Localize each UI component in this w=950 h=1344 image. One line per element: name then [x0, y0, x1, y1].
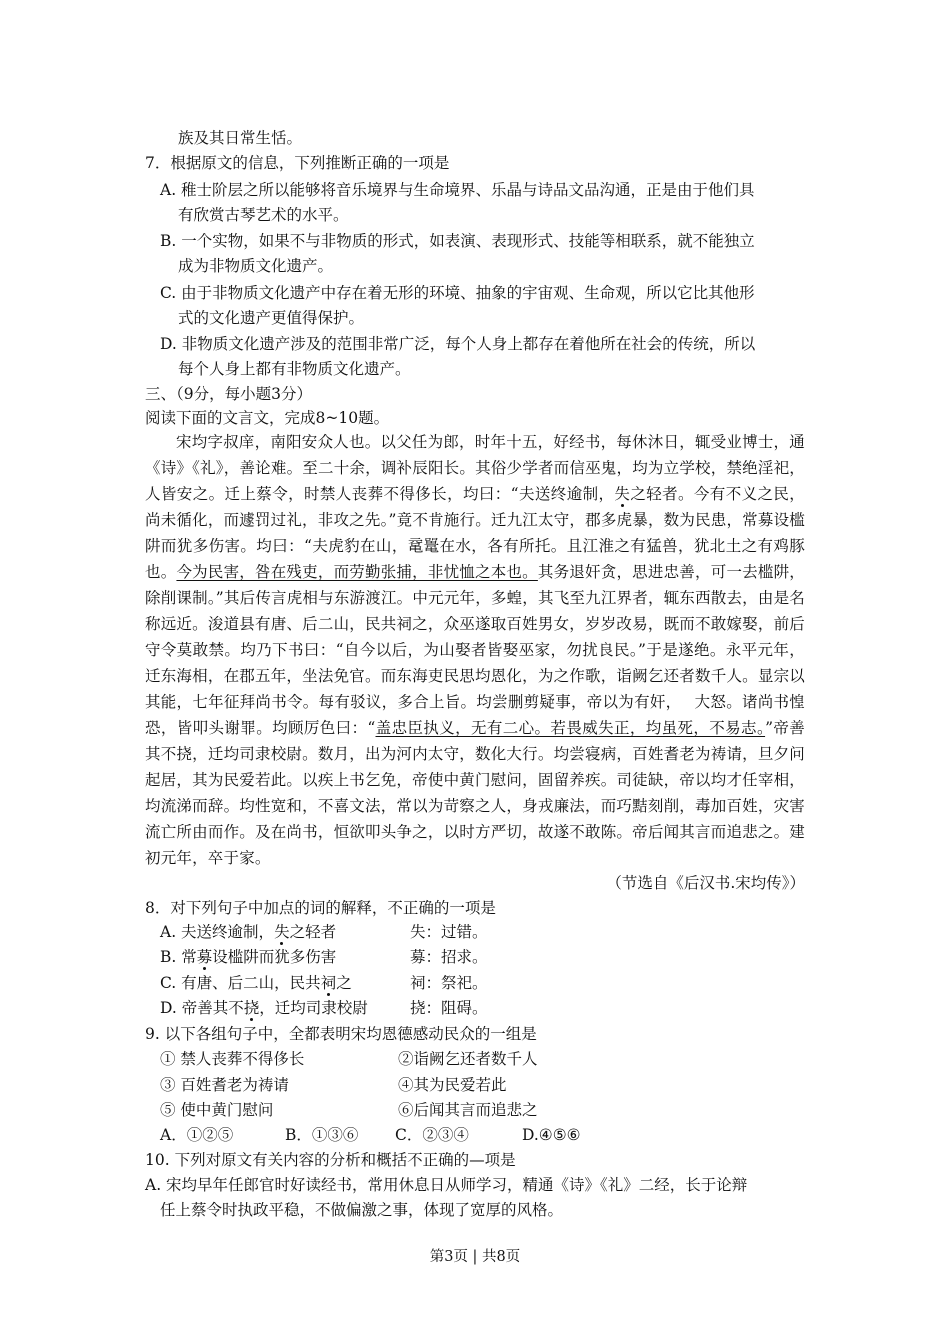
section-instruction: 阅读下面的文言文，完成8~10题。 [145, 409, 390, 427]
q8-b-dotted: 募 [196, 948, 213, 966]
q10-option-a-line2: 任上蔡令时执政平稳，不做偏激之事，体现了宽厚的风格。 [160, 1201, 564, 1219]
q10-option-a-line1: A. 宋均早年任郎官时好读经书，常用休息日从师学习，精通《诗》《礼》二经，长于论辩 [145, 1176, 748, 1194]
q7-option-a-line1: A. 稚士阶层之所以能够将音乐境界与生命境界、乐晶与诗品文品沟通，正是由于他们具 [160, 181, 755, 199]
q8-option-d [160, 998, 368, 1018]
passage-part-1: 宋均字叔庠，南阳安众人也。以父任为郎，时年十五，好经书，每休沐日，辄受业博士，通《诗》《礼》，善论难。至二十余，调补辰阳长。其俗少学者而信巫鬼，均为立学校，禁绝淫祀，人皆安之。迁上蔡令，时禁人丧葬不得侈长，均曰：“夫送终逾制， [145, 433, 805, 503]
q8-stem: 8．对下列句子中加点的词的解释，不正确的一项是 [145, 899, 496, 917]
q8-option-a [160, 922, 336, 942]
q9-item-5: ⑤ 使中黄门慰问 [160, 1101, 274, 1119]
q9-item-6: ⑥后闻其言而追悲之 [398, 1101, 538, 1119]
q8-b-gloss: 募：招求。 [410, 948, 488, 966]
q7-option-a-line2: 有欣赏古琴艺术的水平。 [178, 206, 349, 224]
q9-option-a: A．①②⑤ [160, 1126, 234, 1144]
classical-passage [145, 429, 805, 871]
q8-c-gloss: 祠：祭祀。 [410, 974, 488, 992]
q8-b-text-end: 设槛阱而犹多伤害 [212, 948, 337, 966]
q8-d-dotted: 挠 [243, 999, 260, 1017]
q9-item-2: ②诣阙乞还者数千人 [398, 1050, 538, 1068]
q7-option-c-line1: C. 由于非物质文化遗产中存在着无形的环境、抽象的宇宙观、生命观，所以它比其他形 [160, 284, 755, 302]
q8-b-text: B. 常 [160, 948, 197, 966]
passage-part-3: 其务退奸贪，思进忠善，可一去槛阱，除削课制。”其后传言虎相与东游渡江。中元元年，多蝗，其飞至九江界者，辄东西散去，由是名称远近。浚道县有唐、后二山，民共祠之，众巫遂取百姓男女，岁岁改易，既而不敢嫁娶，前后守令莫敢禁。均乃下书曰：“自今以后，为山娶者皆娶巫家，勿扰良民。”于是遂绝。永平元年，迁东海相，在郡五年，坐法免官。而东海吏民思均恩化，为之作歌，诣阙乞还者数千人。显宗以其能，七年征拜尚书令。每有驳议，多合上旨。均尝删剪疑事，帝以为有奸， 大怒。诸尚书惶恐，皆叩头谢罪。均顾厉色曰：“ [145, 563, 806, 737]
q7-option-c-line2: 式的文化遗产更值得保护。 [178, 309, 365, 327]
passage-part-2: 之轻者。今有不义之民，尚未循化，而遽罚过礼，非攻之先。”竟不肯施行。迁九江太守，郡多虎暴，数为民患，常募设槛阱而犹多伤害。均曰：“夫虎豹在山，鼋鼍在水，各有所托。且江淮之有猛兽，犹北土之有鸡豚也。 [145, 485, 806, 581]
q8-d-text: D. 帝善其不 [160, 999, 244, 1017]
q8-c-dotted: 祠 [320, 974, 337, 992]
q7-option-d-line1: D. 非物质文化遗产涉及的范围非常广泛，每个人身上都存在着他所在社会的传统，所以 [160, 335, 756, 353]
q7-option-d-line2: 每个人身上都有非物质文化遗产。 [178, 360, 411, 378]
passage-source: （节选自《后汉书.宋均传》） [606, 874, 805, 892]
q8-d-gloss: 挠：阻碍。 [410, 999, 488, 1017]
q9-item-3: ③ 百姓耆老为祷请 [160, 1076, 289, 1094]
q9-option-b: B．①③⑥ [285, 1126, 359, 1144]
q8-d-text-end: ，迁均司隶校尉 [259, 999, 368, 1017]
q8-option-c [160, 973, 352, 993]
q10-stem: 10. 下列对原文有关内容的分析和概括不正确的—项是 [145, 1151, 516, 1169]
q8-c-text-end: 之 [336, 974, 352, 992]
q8-c-text: C. 有唐、后二山，民共 [160, 974, 321, 992]
q9-item-1: ① 禁人丧葬不得侈长 [160, 1050, 305, 1068]
passage-underlined-sentence-1: 今为民害，咎在残吏，而劳勤张捕，非忧恤之本也。 [176, 563, 538, 581]
section-heading: 三、（9分，每小题3分） [145, 385, 312, 403]
q8-a-dotted: 失 [274, 923, 290, 941]
q9-stem: 9. 以下各组句子中，全都表明宋均恩德感动民众的一组是 [145, 1025, 537, 1043]
q9-option-d: D.④⑤⑥ [522, 1126, 581, 1144]
q9-item-4: ④其为民爱若此 [398, 1076, 507, 1094]
q9-option-c: C．②③④ [395, 1126, 469, 1144]
q7-option-b-line2: 成为非物质文化遗产。 [178, 257, 334, 275]
q8-a-text-end: 之轻者 [289, 923, 337, 941]
passage-dotted-char: 失 [614, 485, 631, 503]
q7-stem: 7．根据原文的信息，下列推断正确的一项是 [145, 154, 450, 172]
passage-underlined-sentence-2: 盖忠臣执义，无有二心。若畏威失正，均虽死，不易志。 [375, 719, 766, 737]
passage-part-4: ”帝善其不挠，迁均司隶校尉。数月，出为河内太守，数化大行。均尝寝病，百姓耆老为祷请，旦夕问起居，其为民爱若此。以疾上书乞免，帝使中黄门慰问，固留养疾。司徒缺，帝以均才任宰相，均流涕而辞。均性宽和，不喜文法，常以为苛察之人，身戎廉法，而巧黠刻削，毒加百姓，灾害流亡所由而作。及在尚书，恒欲叩头争之，以时方严切，故遂不敢陈。帝后闻其言而追悲之。建初元年，卒于家。 [145, 719, 805, 867]
page-footer: 第3页 | 共8页 [429, 1249, 521, 1265]
continued-line: 族及其日常生恬。 [178, 129, 303, 147]
q8-a-text: A. 夫送终逾制， [160, 923, 275, 941]
q8-option-b [160, 947, 336, 967]
q8-a-gloss: 失：过错。 [410, 923, 488, 941]
q7-option-b-line1: B. 一个实物，如果不与非物质的形式，如表演、表现形式、技能等相联系，就不能独立 [160, 232, 755, 250]
